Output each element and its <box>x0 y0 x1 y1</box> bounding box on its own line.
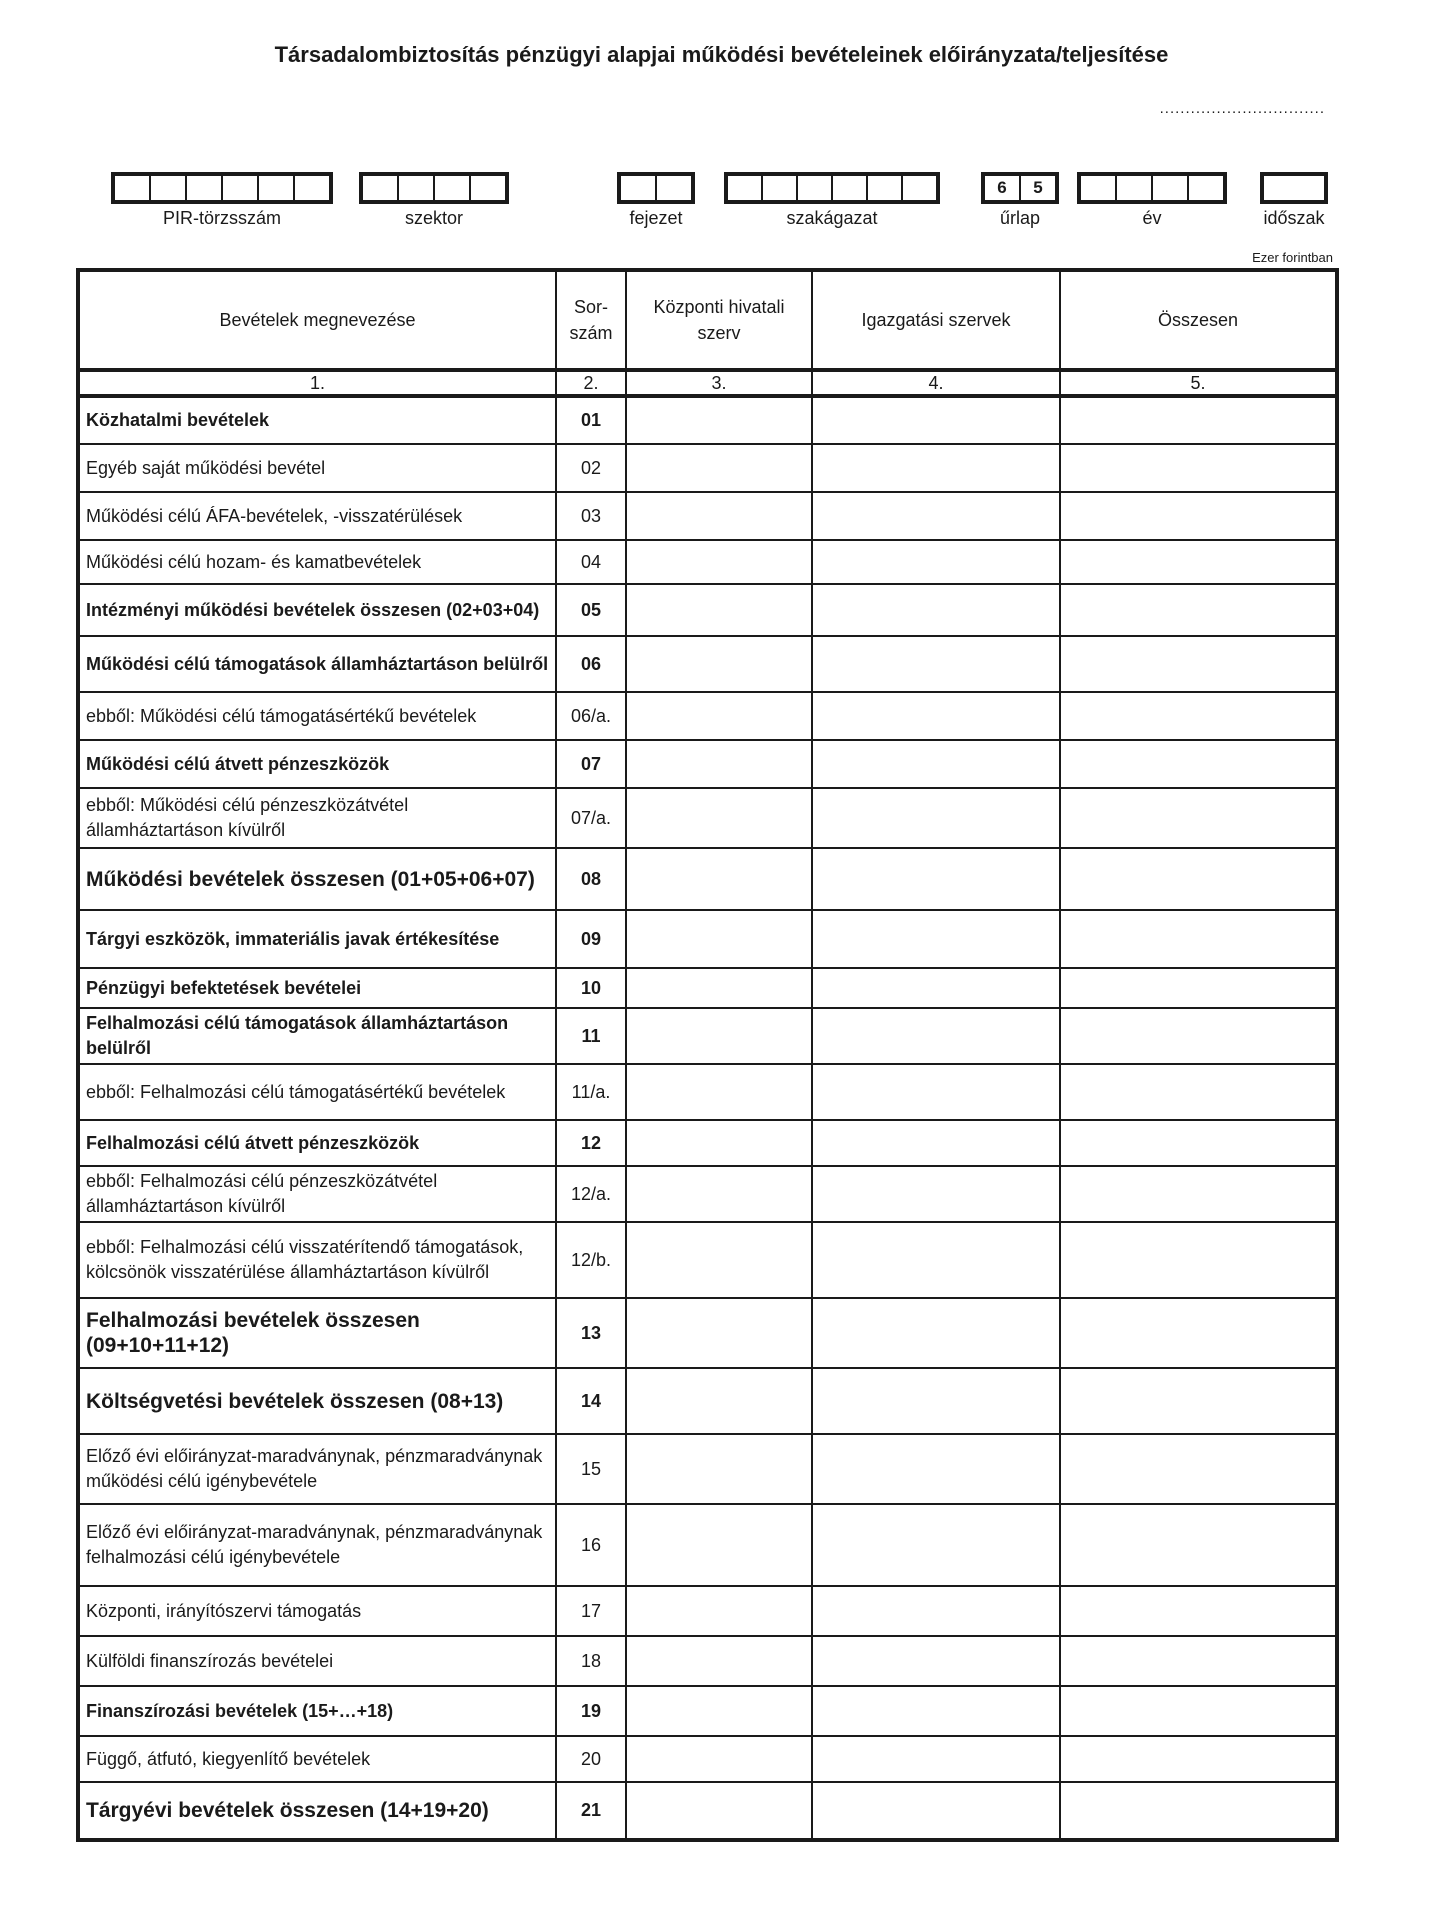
value-cell-admin[interactable] <box>812 584 1060 636</box>
table-row <box>78 1504 1337 1586</box>
row-seq: 12/b. <box>556 1222 626 1298</box>
table-row <box>78 1736 1337 1782</box>
row-name: Függő, átfutó, kiegyenlítő bevételek <box>78 1736 556 1782</box>
value-cell-central[interactable] <box>626 1434 812 1504</box>
table-row <box>78 396 1337 444</box>
value-cell-total[interactable] <box>1060 968 1337 1008</box>
table-row <box>78 1166 1337 1222</box>
value-cell-central[interactable] <box>626 692 812 740</box>
row-seq: 07 <box>556 740 626 788</box>
value-cell-admin[interactable] <box>812 692 1060 740</box>
value-cell-total[interactable] <box>1060 540 1337 584</box>
row-seq: 12/a. <box>556 1166 626 1222</box>
table-row <box>78 740 1337 788</box>
code-group <box>1260 172 1328 228</box>
table-row <box>78 1120 1337 1166</box>
value-cell-admin[interactable] <box>812 910 1060 968</box>
table-row <box>78 584 1337 636</box>
code-cell[interactable] <box>223 176 259 200</box>
col-header-central-text: Központi hivatali szerv <box>653 297 785 343</box>
value-cell-admin[interactable] <box>812 1782 1060 1840</box>
value-cell-total[interactable] <box>1060 1504 1337 1586</box>
code-boxes <box>724 172 940 204</box>
value-cell-central[interactable] <box>626 1064 812 1120</box>
column-number-row <box>78 370 1337 396</box>
value-cell-admin[interactable] <box>812 1686 1060 1736</box>
code-boxes <box>1260 172 1328 204</box>
table-row <box>78 1298 1337 1368</box>
code-label: űrlap <box>999 208 1041 228</box>
value-cell-total[interactable] <box>1060 396 1337 444</box>
code-cell[interactable] <box>728 176 763 200</box>
table-row <box>78 540 1337 584</box>
row-name: Külföldi finanszírozás bevételei <box>78 1636 556 1686</box>
value-cell-admin[interactable] <box>812 968 1060 1008</box>
col-header-seq <box>556 270 626 370</box>
row-name: Működési célú támogatások államháztartáson belülről <box>78 636 556 692</box>
code-cell[interactable]: 5 <box>1033 178 1043 197</box>
code-cell[interactable] <box>295 176 329 200</box>
code-cell[interactable] <box>1117 176 1153 200</box>
code-cell[interactable] <box>259 176 295 200</box>
row-seq: 19 <box>556 1686 626 1736</box>
row-seq: 01 <box>556 396 626 444</box>
table-row <box>78 1636 1337 1686</box>
code-cell[interactable] <box>621 176 657 200</box>
value-cell-central[interactable] <box>626 1736 812 1782</box>
value-cell-admin[interactable] <box>812 848 1060 910</box>
code-cell[interactable] <box>187 176 223 200</box>
value-cell-admin[interactable] <box>812 540 1060 584</box>
col-number-5: 5. <box>1060 370 1337 396</box>
row-name: Egyéb saját működési bevétel <box>78 444 556 492</box>
code-group <box>617 172 695 228</box>
row-name: Központi, irányítószervi támogatás <box>78 1586 556 1636</box>
row-name: Előző évi előirányzat-maradványnak, pénzmaradványnak felhalmozási célú igénybevétele <box>78 1504 556 1586</box>
code-label: év <box>1142 208 1162 228</box>
value-cell-admin[interactable] <box>812 1586 1060 1636</box>
code-cell[interactable] <box>657 176 691 200</box>
value-cell-admin[interactable] <box>812 636 1060 692</box>
table-row <box>78 1686 1337 1736</box>
row-seq: 08 <box>556 848 626 910</box>
value-cell-admin[interactable] <box>812 396 1060 444</box>
value-cell-total[interactable] <box>1060 1736 1337 1782</box>
value-cell-total[interactable] <box>1060 1686 1337 1736</box>
col-number-1: 1. <box>78 370 556 396</box>
row-name: Tárgyévi bevételek összesen (14+19+20) <box>78 1782 556 1840</box>
row-name: Előző évi előirányzat-maradványnak, pénzmaradványnak működési célú igénybevétele <box>78 1434 556 1504</box>
value-cell-total[interactable] <box>1060 1298 1337 1368</box>
code-cell[interactable] <box>399 176 435 200</box>
code-group <box>981 172 1059 228</box>
value-cell-admin[interactable] <box>812 740 1060 788</box>
value-cell-central[interactable] <box>626 1008 812 1064</box>
table-row <box>78 1008 1337 1064</box>
row-seq: 18 <box>556 1636 626 1686</box>
row-seq: 05 <box>556 584 626 636</box>
row-seq: 06/a. <box>556 692 626 740</box>
row-seq: 11/a. <box>556 1064 626 1120</box>
value-cell-admin[interactable] <box>812 1298 1060 1368</box>
code-cell[interactable] <box>833 176 868 200</box>
code-cell[interactable] <box>1153 176 1189 200</box>
row-seq: 09 <box>556 910 626 968</box>
code-boxes <box>1077 172 1227 204</box>
row-name: Pénzügyi befektetések bevételei <box>78 968 556 1008</box>
col-header-seq-text: Sor-szám <box>569 297 613 343</box>
value-cell-central[interactable] <box>626 1504 812 1586</box>
value-cell-total[interactable] <box>1060 1222 1337 1298</box>
row-name: Működési célú átvett pénzeszközök <box>78 740 556 788</box>
value-cell-admin[interactable] <box>812 1008 1060 1064</box>
value-cell-admin[interactable] <box>812 1166 1060 1222</box>
value-cell-central[interactable] <box>626 740 812 788</box>
value-cell-central[interactable] <box>626 636 812 692</box>
value-cell-admin[interactable] <box>812 1434 1060 1504</box>
row-seq: 17 <box>556 1586 626 1636</box>
code-cell[interactable] <box>868 176 903 200</box>
code-cell[interactable] <box>151 176 187 200</box>
row-seq: 16 <box>556 1504 626 1586</box>
value-cell-central[interactable] <box>626 1166 812 1222</box>
value-cell-total[interactable] <box>1060 492 1337 540</box>
row-seq: 11 <box>556 1008 626 1064</box>
value-cell-central[interactable] <box>626 492 812 540</box>
value-cell-total[interactable] <box>1060 1166 1337 1222</box>
table-row <box>78 1434 1337 1504</box>
row-name: Felhalmozási bevételek összesen (09+10+11+12) <box>78 1298 556 1368</box>
table-row <box>78 636 1337 692</box>
code-boxes <box>359 172 509 204</box>
row-name: Intézményi működési bevételek összesen (02+03+04) <box>78 584 556 636</box>
code-cell[interactable] <box>1081 176 1117 200</box>
value-cell-total[interactable] <box>1060 788 1337 848</box>
value-cell-admin[interactable] <box>812 1222 1060 1298</box>
row-seq: 04 <box>556 540 626 584</box>
value-cell-central[interactable] <box>626 968 812 1008</box>
header-row <box>78 270 1337 370</box>
table-row <box>78 788 1337 848</box>
col-header-name: Bevételek megnevezése <box>78 270 556 370</box>
value-cell-admin[interactable] <box>812 1368 1060 1434</box>
value-cell-admin[interactable] <box>812 1636 1060 1686</box>
code-group <box>359 172 509 228</box>
code-cell[interactable] <box>763 176 798 200</box>
value-cell-total[interactable] <box>1060 692 1337 740</box>
row-seq: 10 <box>556 968 626 1008</box>
code-cell[interactable] <box>435 176 471 200</box>
value-cell-central[interactable] <box>626 1586 812 1636</box>
code-cell[interactable]: 6 <box>985 176 1021 200</box>
value-cell-central[interactable] <box>626 584 812 636</box>
table-row <box>78 1586 1337 1636</box>
row-name: Finanszírozási bevételek (15+…+18) <box>78 1686 556 1736</box>
col-number-2: 2. <box>556 370 626 396</box>
code-group <box>111 172 333 228</box>
value-cell-central[interactable] <box>626 1120 812 1166</box>
code-cell[interactable] <box>798 176 833 200</box>
code-boxes <box>617 172 695 204</box>
col-number-4: 4. <box>812 370 1060 396</box>
value-cell-central[interactable] <box>626 1298 812 1368</box>
code-cell[interactable] <box>903 176 936 200</box>
table-row <box>78 692 1337 740</box>
code-label: fejezet <box>629 208 683 228</box>
code-cell[interactable] <box>471 176 505 200</box>
value-cell-total[interactable] <box>1060 1434 1337 1504</box>
value-cell-total[interactable] <box>1060 1120 1337 1166</box>
unit-note: Ezer forintban <box>1252 250 1333 265</box>
value-cell-central[interactable] <box>626 1368 812 1434</box>
code-cell[interactable] <box>115 176 151 200</box>
value-cell-total[interactable] <box>1060 584 1337 636</box>
value-cell-central[interactable] <box>626 1222 812 1298</box>
value-cell-total[interactable] <box>1060 1064 1337 1120</box>
row-name: ebből: Felhalmozási célú visszatérítendő támogatások, kölcsönök visszatérülése államháztartáson kívülről <box>78 1222 556 1298</box>
revenue-table <box>76 268 1339 1842</box>
row-name: Működési célú ÁFA-bevételek, -visszatérülések <box>78 492 556 540</box>
value-cell-total[interactable] <box>1060 636 1337 692</box>
code-label: PIR-törzsszám <box>162 208 282 228</box>
table-row <box>78 492 1337 540</box>
row-seq: 13 <box>556 1298 626 1368</box>
value-cell-central[interactable] <box>626 1636 812 1686</box>
row-name: Közhatalmi bevételek <box>78 396 556 444</box>
table-row <box>78 968 1337 1008</box>
table-row <box>78 848 1337 910</box>
row-seq: 06 <box>556 636 626 692</box>
value-cell-total[interactable] <box>1060 910 1337 968</box>
code-boxes <box>981 172 1059 204</box>
value-cell-central[interactable] <box>626 540 812 584</box>
value-cell-central[interactable] <box>626 910 812 968</box>
row-name: Felhalmozási célú átvett pénzeszközök <box>78 1120 556 1166</box>
value-cell-total[interactable] <box>1060 1586 1337 1636</box>
row-name: Tárgyi eszközök, immateriális javak értékesítése <box>78 910 556 968</box>
row-seq: 03 <box>556 492 626 540</box>
table-row <box>78 910 1337 968</box>
value-cell-central[interactable] <box>626 1686 812 1736</box>
value-cell-central[interactable] <box>626 444 812 492</box>
row-name: Költségvetési bevételek összesen (08+13) <box>78 1368 556 1434</box>
col-header-central <box>626 270 812 370</box>
row-name: Működési bevételek összesen (01+05+06+07) <box>78 848 556 910</box>
row-seq: 12 <box>556 1120 626 1166</box>
code-group <box>724 172 940 228</box>
value-cell-central[interactable] <box>626 788 812 848</box>
code-boxes <box>111 172 333 204</box>
table-row <box>78 1782 1337 1840</box>
code-label: szektor <box>404 208 464 228</box>
value-cell-admin[interactable] <box>812 492 1060 540</box>
form-title: Társadalombiztosítás pénzügyi alapjai működési bevételeinek előirányzata/teljesítése <box>274 42 1169 67</box>
row-seq: 02 <box>556 444 626 492</box>
value-cell-admin[interactable] <box>812 788 1060 848</box>
value-cell-central[interactable] <box>626 396 812 444</box>
code-label: időszak <box>1263 208 1325 228</box>
row-seq: 20 <box>556 1736 626 1782</box>
code-group <box>1077 172 1227 228</box>
row-name: Felhalmozási célú támogatások államháztartáson belülről <box>78 1008 556 1064</box>
row-seq: 07/a. <box>556 788 626 848</box>
row-seq: 15 <box>556 1434 626 1504</box>
col-number-3: 3. <box>626 370 812 396</box>
row-name: ebből: Működési célú támogatásértékű bevételek <box>78 692 556 740</box>
table-row <box>78 1222 1337 1298</box>
row-seq: 21 <box>556 1782 626 1840</box>
date-field[interactable]: ................................ <box>1159 100 1325 117</box>
row-name: ebből: Felhalmozási célú támogatásértékű bevételek <box>78 1064 556 1120</box>
value-cell-total[interactable] <box>1060 1008 1337 1064</box>
table-row <box>78 1064 1337 1120</box>
col-header-admin: Igazgatási szervek <box>812 270 1060 370</box>
value-cell-central[interactable] <box>626 1782 812 1840</box>
code-cell[interactable] <box>363 176 399 200</box>
value-cell-total[interactable] <box>1060 1368 1337 1434</box>
code-cell[interactable] <box>1264 176 1324 200</box>
code-label: szakágazat <box>786 208 878 228</box>
table-row <box>78 1368 1337 1434</box>
value-cell-admin[interactable] <box>812 1504 1060 1586</box>
value-cell-total[interactable] <box>1060 444 1337 492</box>
code-cell[interactable] <box>1189 176 1223 200</box>
table-row <box>78 444 1337 492</box>
value-cell-total[interactable] <box>1060 1636 1337 1686</box>
row-name: ebből: Működési célú pénzeszközátvétel államháztartáson kívülről <box>78 788 556 848</box>
value-cell-admin[interactable] <box>812 1736 1060 1782</box>
value-cell-total[interactable] <box>1060 740 1337 788</box>
value-cell-admin[interactable] <box>812 1064 1060 1120</box>
row-name: Működési célú hozam- és kamatbevételek <box>78 540 556 584</box>
value-cell-central[interactable] <box>626 848 812 910</box>
value-cell-total[interactable] <box>1060 1782 1337 1840</box>
value-cell-total[interactable] <box>1060 848 1337 910</box>
col-header-total: Összesen <box>1060 270 1337 370</box>
row-name: ebből: Felhalmozási célú pénzeszközátvétel államháztartáson kívülről <box>78 1166 556 1222</box>
row-seq: 14 <box>556 1368 626 1434</box>
value-cell-admin[interactable] <box>812 444 1060 492</box>
value-cell-admin[interactable] <box>812 1120 1060 1166</box>
